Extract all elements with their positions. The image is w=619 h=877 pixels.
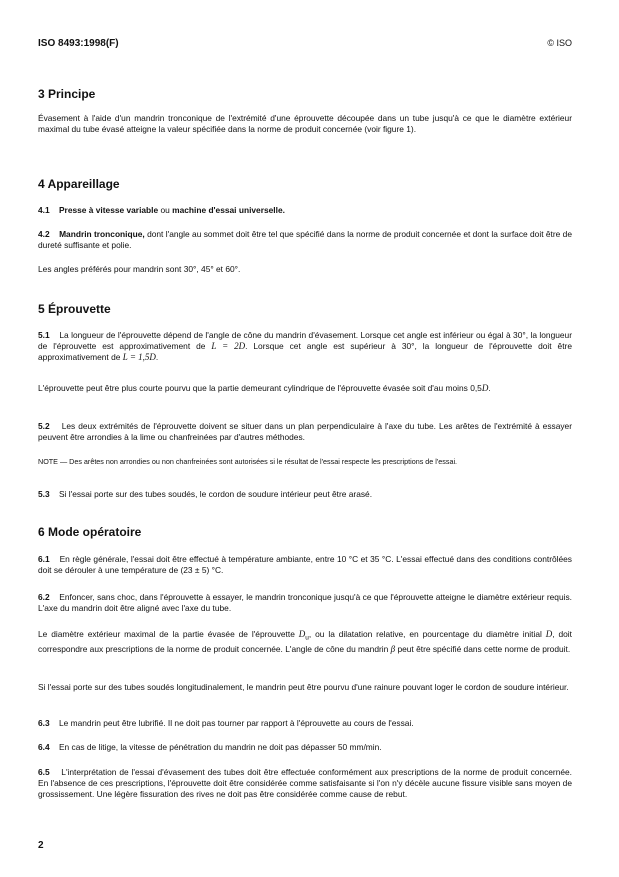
formula: L = 1,5D	[122, 352, 156, 362]
clause-4-2	[38, 229, 572, 251]
section-3-paragraph: Évasement à l'aide d'un mandrin tronconique de l'extrémité d'une éprouvette découpée dans un tube jusqu'à ce que le diamètre extérieur maximal du tube évasé atteigne la valeur spécifiée dans la norme de produit concernée (voir figure 1).	[38, 113, 572, 134]
note: NOTE — Des arêtes non arrondies ou non chanfreinées sont autorisées si le résultat de l'essai respecte les prescriptions de l'essai.	[38, 457, 458, 466]
page-number: 2	[38, 840, 44, 851]
paragraph-text: .	[488, 383, 491, 393]
formula: D	[298, 629, 306, 639]
section-3-title: 3 Principe	[38, 87, 96, 101]
clause-number: 5.2	[38, 421, 50, 431]
formula: β	[390, 643, 396, 654]
formula: D	[481, 383, 489, 393]
document-id: ISO 8493:1998(F)	[38, 38, 119, 49]
clause-text: .	[155, 352, 159, 362]
clause-number: 4.2	[38, 229, 50, 239]
clause-text: . Lorsque cet angle est supérieur à 30°, la longueur de l'éprouvette doit être approximativement de	[38, 341, 572, 362]
clause-number: 6.5	[38, 767, 50, 777]
clause-text: En règle générale, l'essai doit être effectué à température ambiante, entre 10 °C et 35 °C. L'essai effectué dans des conditions contrôlées doit se dérouler à une température de (23 ± 5) °C.	[38, 554, 572, 575]
section-5-title: 5 Éprouvette	[38, 302, 111, 316]
clause-5-2	[38, 421, 572, 443]
diameter-paragraph	[38, 629, 572, 655]
clause-text: La longueur de l'éprouvette dépend de l'angle de cône du mandrin d'évasement. Lorsque cet angle est inférieur ou égal à 30°, la longueur de l'éprouvette est approximativement de	[38, 330, 573, 351]
paragraph-text: , ou la dilatation relative, en pourcentage du diamètre initial	[308, 629, 546, 639]
clause-4-1	[38, 205, 572, 216]
paragraph-text: Le diamètre extérieur maximal de la partie évasée de l'éprouvette	[38, 629, 299, 639]
clause-bold: Presse à vitesse variable	[58, 205, 159, 215]
clause-text: Le mandrin peut être lubrifié. Il ne doit pas tourner par rapport à l'éprouvette au cours de l'essai.	[58, 718, 414, 728]
section-4-title: 4 Appareillage	[38, 177, 120, 191]
clause-text: L'interprétation de l'essai d'évasement des tubes doit être effectuée conformément aux prescriptions de la norme de produit concernée. En l'absence de ces prescriptions, l'éprouvette doit être considérée comme satisfaisante si l'on n'y décèle aucune fissure visible sans moyen de grossissement. Une légère fissuration des rives ne doit pas être considérée comme cause de rebut.	[38, 767, 573, 799]
clause-6-5	[38, 767, 572, 800]
clause-number: 6.2	[38, 592, 50, 602]
clause-number: 5.3	[38, 489, 50, 499]
clause-number: 5.1	[38, 330, 50, 340]
clause-text: En cas de litige, la vitesse de pénétration du mandrin ne doit pas dépasser 50 mm/min.	[58, 742, 382, 752]
clause-5-1	[38, 330, 572, 363]
clause-text: Les deux extrémités de l'éprouvette doivent se situer dans un plan perpendiculaire à l'axe du tube. Les arêtes de l'extrémité à essayer peuvent être arrondies à la lime ou chanfreinées par d'autres méthodes.	[38, 421, 572, 442]
clause-bold: Mandrin tronconique,	[59, 229, 145, 239]
angles-paragraph: Les angles préférés pour mandrin sont 30°, 45° et 60°.	[38, 264, 241, 274]
clause-bold: machine d'essai universelle.	[172, 205, 285, 215]
paragraph-text: L'éprouvette peut être plus courte pourvu que la partie demeurant cylindrique de l'éprouvette évasée soit d'au moins 0,5	[38, 383, 482, 393]
clause-number: 6.4	[38, 742, 50, 752]
formula: D	[545, 629, 553, 639]
clause-6-3	[38, 718, 572, 729]
clause-6-4	[38, 742, 572, 753]
formula-subscript: u	[305, 634, 309, 642]
copyright: © ISO	[547, 38, 572, 48]
clause-text: Si l'essai porte sur des tubes soudés, le cordon de soudure intérieur peut être arasé.	[58, 489, 373, 499]
clause-text: Enfoncer, sans choc, dans l'éprouvette à essayer, le mandrin tronconique jusqu'à ce que l'éprouvette atteigne le diamètre extérieur requis. L'axe du mandrin doit être aligné avec l'axe du tube.	[38, 592, 572, 613]
formula: L = 2D	[211, 341, 246, 351]
short-specimen-paragraph	[38, 383, 572, 394]
clause-text: dont l'angle au sommet doit être tel que spécifié dans la norme de produit concernée et dont la surface doit être de dureté suffisante et polie.	[38, 229, 572, 250]
paragraph-text: , doit correspondre aux prescriptions de la norme de produit concernée. L'angle de cône du mandrin	[38, 629, 572, 654]
clause-number: 6.1	[38, 554, 50, 564]
paragraph-text: peut être spécifié dans cette norme de produit.	[395, 643, 571, 654]
clause-text: ou	[158, 205, 173, 215]
weld-paragraph: Si l'essai porte sur des tubes soudés longitudinalement, le mandrin peut être pourvu d'une rainure pouvant loger le cordon de soudure intérieur.	[38, 682, 569, 692]
clause-5-3	[38, 489, 572, 500]
clause-6-1	[38, 554, 572, 576]
section-6-title: 6 Mode opératoire	[38, 525, 142, 539]
clause-6-2	[38, 592, 572, 614]
clause-number: 4.1	[38, 205, 50, 215]
clause-number: 6.3	[38, 718, 50, 728]
